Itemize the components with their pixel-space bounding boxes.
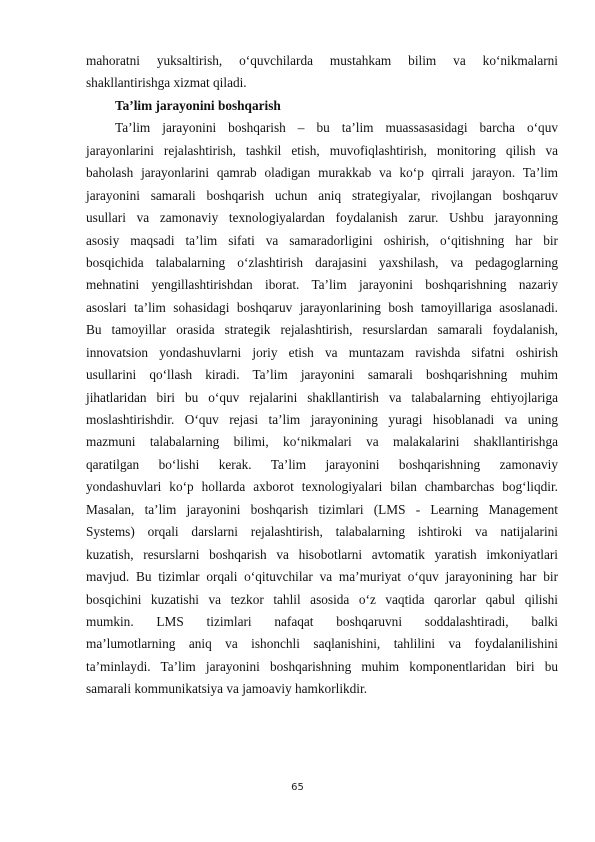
text-line: mumkin. LMS tizimlari nafaqat boshqaruvni soddalashtiradi, balki [86, 613, 558, 629]
text-line: jarayonini samarali boshqarish uchun aniq strategiyalar, rivojlangan boshqaruv [86, 187, 558, 203]
text-line: moslashtirishdir. O‘quv rejasi ta’lim jarayonining yuragi hisoblanadi va uning [86, 412, 558, 427]
text-line: shakllantirishga xizmat qiladi. [86, 75, 247, 91]
text-line: baholash jarayonlarini qamrab oladigan murakkab va ko‘p qirrali jarayon. Ta’lim [86, 165, 558, 181]
section-heading: Ta’lim jarayonini boshqarish [115, 97, 281, 113]
text-line: samarali kommunikatsiya va jamoaviy hamkorlikdir. [86, 681, 368, 697]
text-line: jihatlaridan biri bu o‘quv rejalarini shakllantirish va talabalarning ehtiyojlariga [86, 389, 558, 405]
body-paragraph [86, 117, 558, 700]
text-line: jarayonlarini rejalashtirish, tashkil etish, muvofiqlashtirish, monitoring qilish va [86, 142, 558, 158]
text-line: bosqichini kuzatishi va tezkor tahlil asosida o‘z vaqtida qarorlar qabul qilishi [86, 591, 558, 607]
text-line: yondashuvlari ko‘p hollarda axborot texnologiyalari bilan chambarchas bog‘liqdir. [86, 479, 558, 495]
text-line: ma’lumotlarning aniq va ishonchli saqlanishini, tahlilini va foydalanilishini [86, 636, 558, 652]
text-line: ta’minlaydi. Ta’lim jarayonini boshqarishning muhim komponentlaridan biri bu [86, 658, 558, 674]
text-line: Masalan, ta’lim jarayonini boshqarish tizimlari (LMS - Learning Management [86, 501, 558, 517]
text-line: innovatsion yondashuvlarni joriy etish va muntazam ravishda sifatni oshirish [86, 344, 558, 360]
text-line: bosqichida talabalarning o‘zlashtirish darajasini yaxshilash, va pedagoglarning [86, 254, 558, 270]
text-line: Systems) orqali darslarni rejalashtirish, talabalarning ishtiroki va natijalarini [86, 524, 558, 540]
text-line: usullari va zamonaviy texnologiyalardan foydalanish zarur. Ushbu jarayonning [86, 210, 558, 226]
text-line: mehnatini yengillashtirishdan iborat. Ta’lim jarayonini boshqarishning nazariy [86, 277, 558, 293]
document-page [86, 50, 558, 701]
text-line: qaratilgan bo‘lishi kerak. Ta’lim jarayonini boshqarishning zamonaviy [86, 456, 558, 472]
text-line: asoslari ta’lim sohasidagi boshqaruv jarayonlarining bosh tamoyillariga asoslanadi. [86, 299, 558, 315]
text-line: mahoratni yuksaltirish, o‘quvchilarda mustahkam bilim va ko‘nikmalarni [86, 53, 558, 68]
text-line: asosiy maqsadi ta’lim sifati va samaradorligini oshirish, o‘qitishning har bir [86, 232, 558, 248]
text-line: Bu tamoyillar orasida strategik rejalashtirish, resurslardan samarali foydalanish, [86, 322, 558, 338]
text-line: mazmuni talabalarning bilimi, ko‘nikmalari va malakalarini shakllantirishga [86, 434, 558, 450]
text-line: mavjud. Bu tizimlar orqali o‘qituvchilar va ma’muriyat o‘quv jarayonining har bir [86, 569, 558, 585]
text-line: Ta’lim jarayonini boshqarish – bu ta’lim muassasasidagi barcha o‘quv [115, 120, 558, 136]
page-number: 65 [291, 782, 304, 793]
intro-paragraph [86, 50, 558, 95]
text-line: usullarini qo‘llash kiradi. Ta’lim jarayonini samarali boshqarishning muhim [86, 367, 558, 383]
text-line: kuzatish, resurslarni boshqarish va hisobotlarni avtomatik yaratish imkoniyatlari [86, 546, 558, 562]
